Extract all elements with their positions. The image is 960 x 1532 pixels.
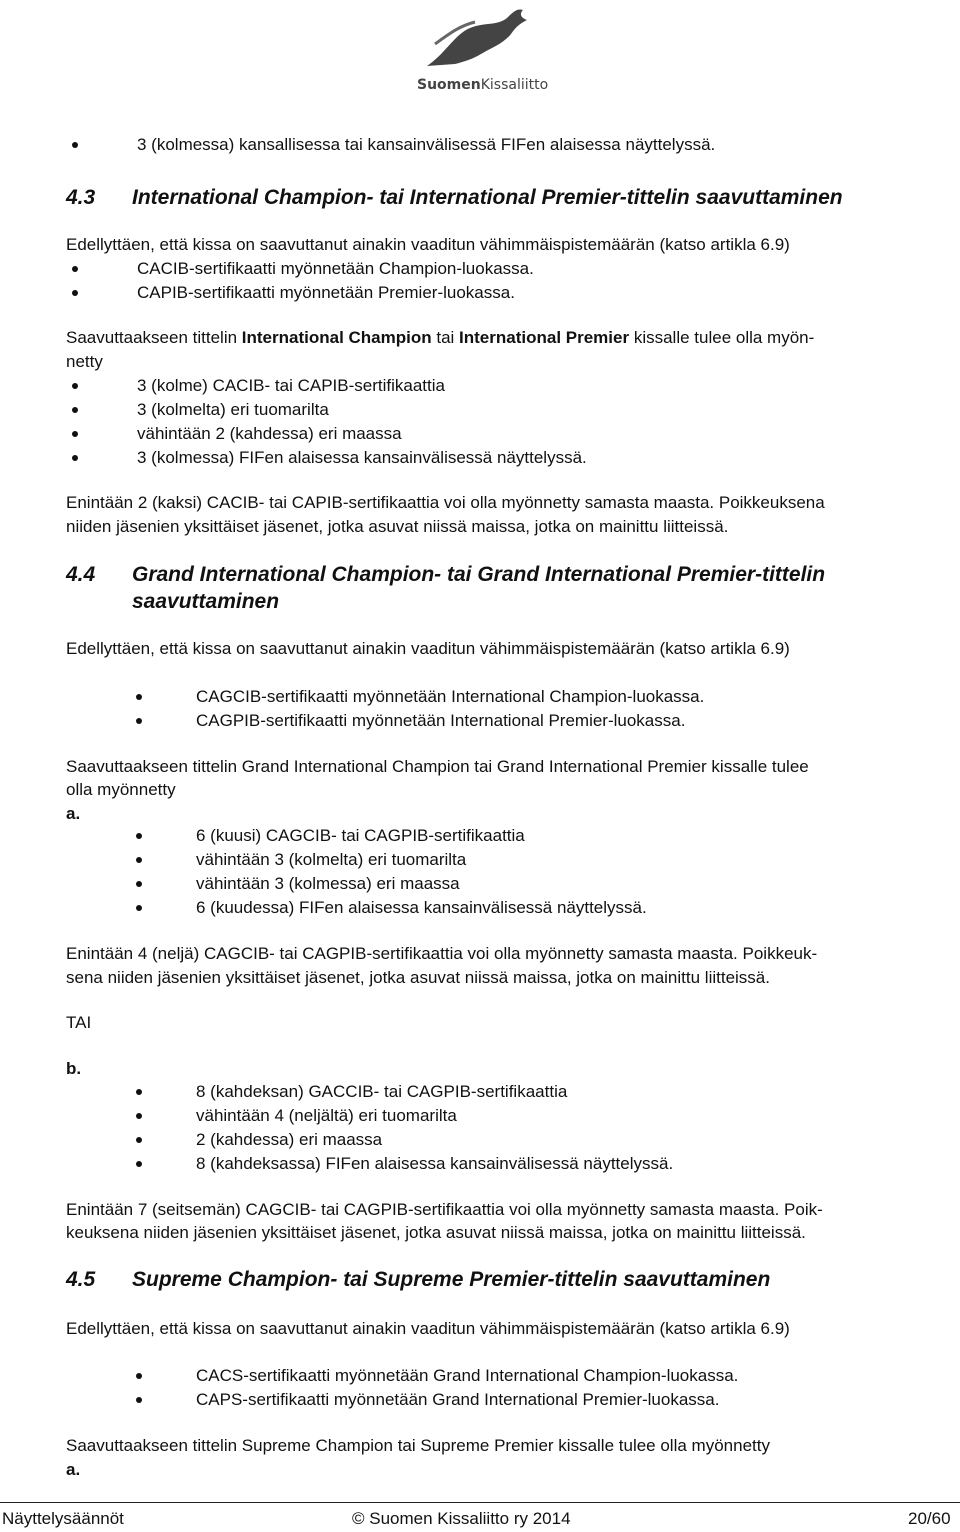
paragraph: Enintään 2 (kaksi) CACIB- tai CAPIB-sertifikaattia voi olla myönnetty samasta maasta. Poikkeuksena [66,493,825,512]
cat-silhouette-icon [415,4,545,74]
list-item: CAPIB-sertifikaatti myönnetään Premier-luokassa. [137,283,515,302]
paragraph: sena niiden jäsenien yksittäiset jäsenet, jotka asuvat niissä maissa, jotka on mainittu liitteissä. [66,968,770,987]
logo [415,4,549,94]
list-item: CAGCIB-sertifikaatti myönnetään International Champion-luokassa. [196,687,705,706]
list-item: vähintään 3 (kolmessa) eri maassa [196,874,460,893]
list-item: 3 (kolmelta) eri tuomarilta [137,400,329,419]
list-item: vähintään 3 (kolmelta) eri tuomarilta [196,850,467,869]
bullet-dot [136,718,142,724]
paragraph: Edellyttäen, että kissa on saavuttanut ainakin vaaditun vähimmäispistemäärän (katso artikla 6.9) [66,235,790,254]
bullet-dot [136,1113,142,1119]
paragraph: Enintään 4 (neljä) CAGCIB- tai CAGPIB-sertifikaattia voi olla myönnetty samasta maasta. Poikkeuk- [66,944,818,963]
list-item: 8 (kahdeksassa) FIFen alaisessa kansainvälisessä näyttelyssä. [196,1154,674,1173]
footer-left: Näyttelysäännöt [2,1509,124,1528]
paragraph: olla myönnetty [66,780,176,799]
paragraph: netty [66,352,103,371]
paragraph: keuksena niiden jäsenien yksittäiset jäsenet, jotka asuvat niissä maissa, jotka on mainittu liitteissä. [66,1223,806,1242]
list-item: 8 (kahdeksan) GACCIB- tai CAGPIB-sertifikaattia [196,1082,568,1101]
bullet-dot [136,1397,142,1403]
bullet-dot [136,905,142,911]
list-item: 3 (kolmessa) FIFen alaisessa kansainvälisessä näyttelyssä. [137,448,587,467]
bullet-dot [72,455,78,461]
list-item: CAPS-sertifikaatti myönnetään Grand International Premier-luokassa. [196,1390,720,1409]
section-heading-4-4-cont: saavuttaminen [132,590,280,613]
paragraph: Saavuttaakseen tittelin Grand International Champion tai Grand International Premier kissalle tulee [66,757,809,776]
paragraph: Saavuttaakseen tittelin Supreme Champion tai Supreme Premier kissalle tulee olla myönnetty [66,1436,770,1455]
footer-page-number: 20/60 [908,1509,951,1528]
list-label-b: b. [66,1059,82,1078]
list-item: 6 (kuudessa) FIFen alaisessa kansainvälisessä näyttelyssä. [196,898,647,917]
bullet-dot [136,881,142,887]
bullet-dot [136,1161,142,1167]
logo-wordmark: SuomenKissaliitto [417,77,549,93]
list-item: 6 (kuusi) CAGCIB- tai CAGPIB-sertifikaattia [196,826,525,845]
paragraph: niiden jäsenien yksittäiset jäsenet, jotka asuvat niissä maissa, jotka on mainittu liitteissä. [66,517,729,536]
bullet-dot [72,383,78,389]
list-item: CAGPIB-sertifikaatti myönnetään International Premier-luokassa. [196,711,686,730]
footer-center: © Suomen Kissaliitto ry 2014 [352,1509,571,1528]
list-item: CACS-sertifikaatti myönnetään Grand International Champion-luokassa. [196,1366,739,1385]
paragraph: Edellyttäen, että kissa on saavuttanut ainakin vaaditun vähimmäispistemäärän (katso artikla 6.9) [66,639,790,658]
bullet-dot [72,407,78,413]
bullet-dot [136,833,142,839]
list-item: vähintään 2 (kahdessa) eri maassa [137,424,402,443]
bullet-dot [136,1089,142,1095]
list-item: CACIB-sertifikaatti myönnetään Champion-luokassa. [137,259,534,278]
bullet-dot [136,857,142,863]
paragraph: Enintään 7 (seitsemän) CAGCIB- tai CAGPIB-sertifikaattia voi olla myönnetty samasta maasta. Poik- [66,1200,823,1219]
list-item: 3 (kolmessa) kansallisessa tai kansainvälisessä FIFen alaisessa näyttelyssä. [137,135,716,154]
paragraph: Edellyttäen, että kissa on saavuttanut ainakin vaaditun vähimmäispistemäärän (katso artikla 6.9) [66,1319,790,1338]
paragraph: Saavuttaakseen tittelin International Champion tai International Premier kissalle tulee olla myön- [66,328,815,347]
paragraph-tai: TAI [66,1013,92,1032]
bullet-dot [136,1137,142,1143]
bullet-dot [72,266,78,272]
list-item: 2 (kahdessa) eri maassa [196,1130,383,1149]
bullet-dot [72,142,78,148]
bullet-dot [72,431,78,437]
list-label-a: a. [66,804,81,823]
bullet-dot [136,1373,142,1379]
list-item: vähintään 4 (neljältä) eri tuomarilta [196,1106,457,1125]
list-item: 3 (kolme) CACIB- tai CAPIB-sertifikaattia [137,376,445,395]
bullet-dot [72,290,78,296]
page-footer [0,1502,960,1532]
list-label-a: a. [66,1460,81,1479]
bullet-dot [136,694,142,700]
